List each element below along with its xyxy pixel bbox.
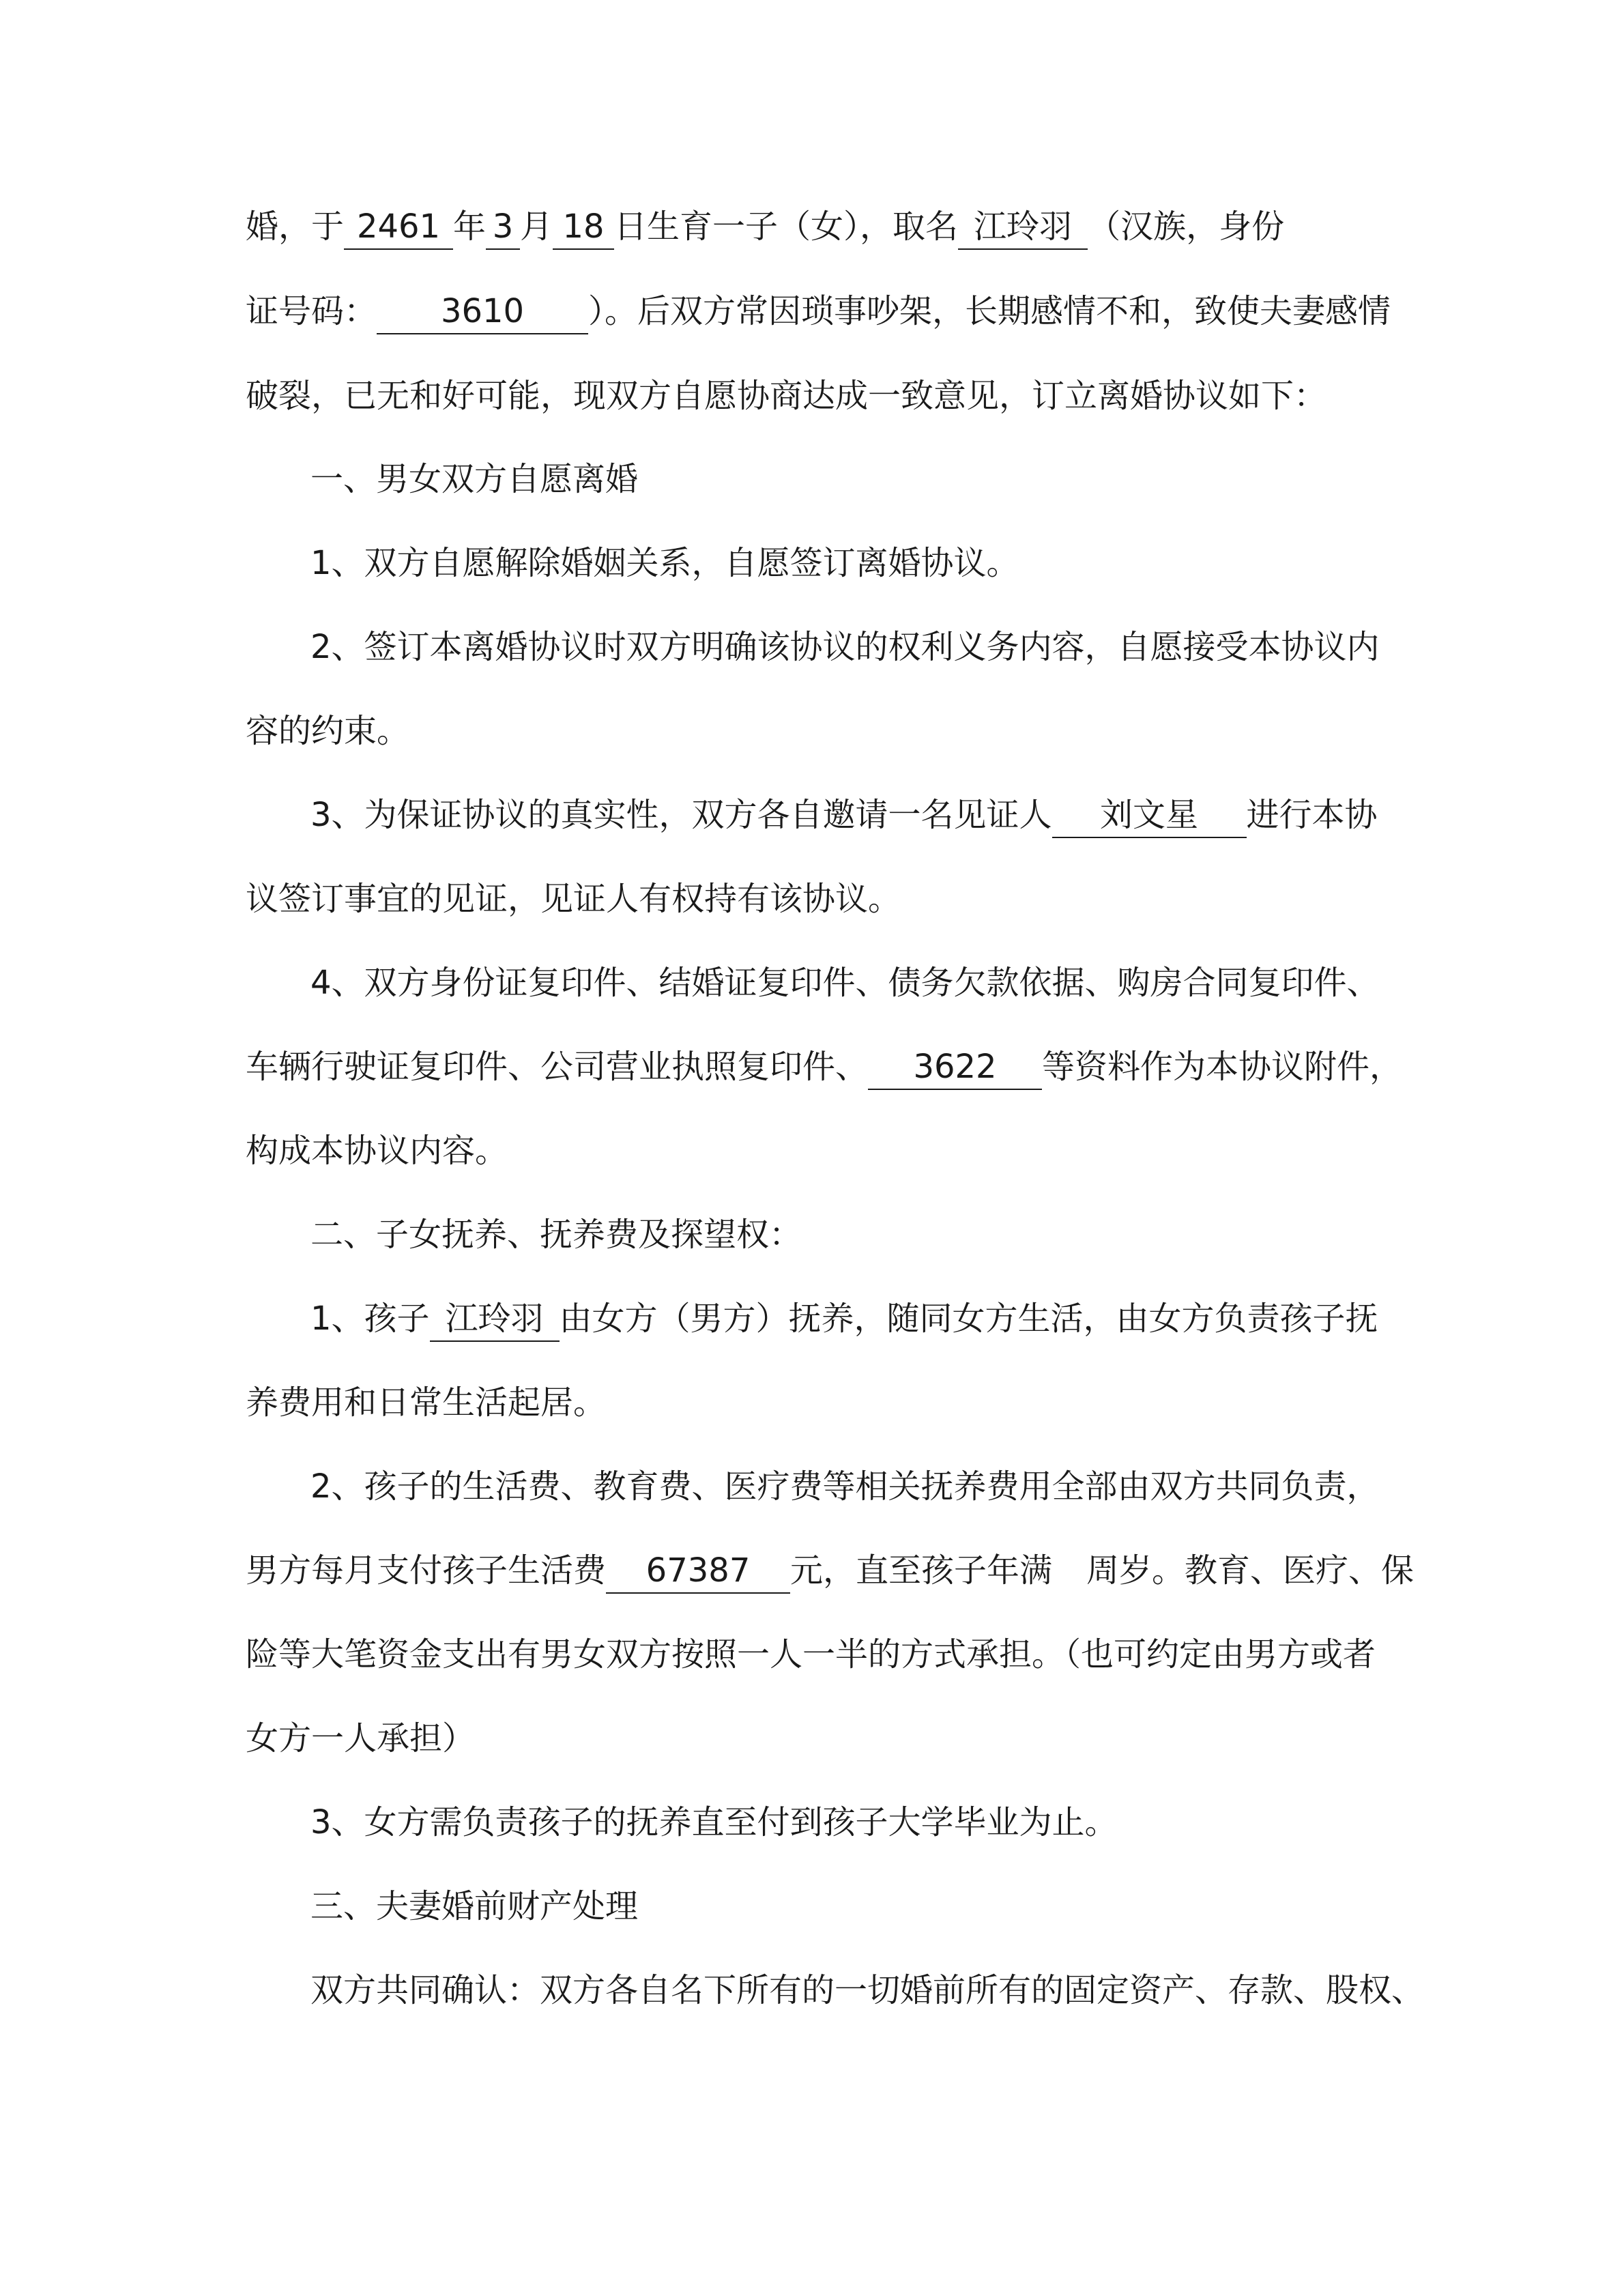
clause-text: 1、双方自愿解除婚姻关系，自愿签订离婚协议。 — [310, 544, 1019, 582]
other-docs-field: 3622 — [868, 1045, 1042, 1090]
text-segment: 证号码： — [246, 292, 377, 330]
birth-day-field: 18 — [553, 205, 614, 250]
clause-text: 女方一人承担） — [246, 1719, 476, 1757]
clause-text: 2、孩子的生活费、教育费、医疗费等相关抚养费用全部由双方共同负责， — [310, 1467, 1380, 1506]
text-segment: 日生育一子（女），取名 — [614, 207, 959, 246]
clause-text: 3、女方需负责孩子的抚养直至付到孩子大学毕业为止。 — [310, 1803, 1118, 1841]
clause-text: 养费用和日常生活起居。 — [246, 1383, 607, 1422]
section-heading: 二、子女抚养、抚养费及探望权： — [310, 1216, 802, 1254]
text-segment: 月 — [520, 207, 553, 246]
text-segment: 1、孩子 — [310, 1300, 430, 1338]
child-name-field: 江玲羽 — [430, 1297, 560, 1342]
text-segment: 婚，于 — [246, 207, 345, 246]
text-segment: 等资料作为本协议附件， — [1042, 1048, 1403, 1086]
birth-year-field: 2461 — [344, 205, 453, 250]
text-segment: ）。后双方常因琐事吵架，长期感情不和，致使夫妻感情 — [588, 292, 1391, 330]
section-heading: 一、男女双方自愿离婚 — [310, 460, 639, 498]
text-segment: 车辆行驶证复印件、公司营业执照复印件、 — [246, 1048, 869, 1086]
clause-text: 4、双方身份证复印件、结婚证复印件、债务欠款依据、购房合同复印件、 — [310, 964, 1380, 1002]
witness-name-field: 刘文星 — [1052, 793, 1247, 838]
text-segment: （汉族，身份 — [1088, 207, 1285, 246]
child-name-field: 江玲羽 — [958, 205, 1088, 250]
clause-text: 构成本协议内容。 — [246, 1132, 508, 1170]
text-segment: 周岁。教育、医疗、保 — [1086, 1551, 1415, 1590]
text-segment: 元，直至孩子年满 — [790, 1551, 1053, 1590]
text-line — [246, 199, 1378, 254]
clause-text: 险等大笔资金支出有男女双方按照一人一半的方式承担。（也可约定由男方或者 — [246, 1635, 1376, 1674]
text-segment: 进行本协 — [1246, 796, 1378, 834]
clause-text: 2、签订本离婚协议时双方明确该协议的权利义务内容，自愿接受本协议内 — [310, 628, 1380, 666]
clause-text: 议签订事宜的见证，见证人有权持有该协议。 — [246, 880, 901, 918]
text-segment: 由女方（男方）抚养，随同女方生活，由女方负责孩子抚 — [559, 1300, 1378, 1338]
id-number-field: 3610 — [377, 289, 588, 334]
section-heading: 三、夫妻婚前财产处理 — [310, 1887, 639, 1925]
text-segment: 3、为保证协议的真实性，双方各自邀请一名见证人 — [310, 796, 1052, 834]
clause-text — [246, 1039, 1403, 1094]
clause-text — [310, 1291, 1378, 1346]
text-line: 破裂，已无和好可能，现双方自愿协商达成一致意见，订立离婚协议如下： — [246, 377, 1327, 415]
text-line — [246, 284, 1391, 339]
clause-text — [310, 788, 1378, 842]
clause-text — [246, 1543, 1415, 1598]
birth-month-field: 3 — [486, 205, 520, 250]
support-amount-field: 67387 — [606, 1549, 790, 1594]
text-segment: 年 — [453, 207, 487, 246]
clause-text: 双方共同确认：双方各自名下所有的一切婚前所有的固定资产、存款、股权、 — [310, 1971, 1425, 2009]
text-segment: 男方每月支付孩子生活费 — [246, 1551, 607, 1590]
clause-text: 容的约束。 — [246, 712, 410, 750]
